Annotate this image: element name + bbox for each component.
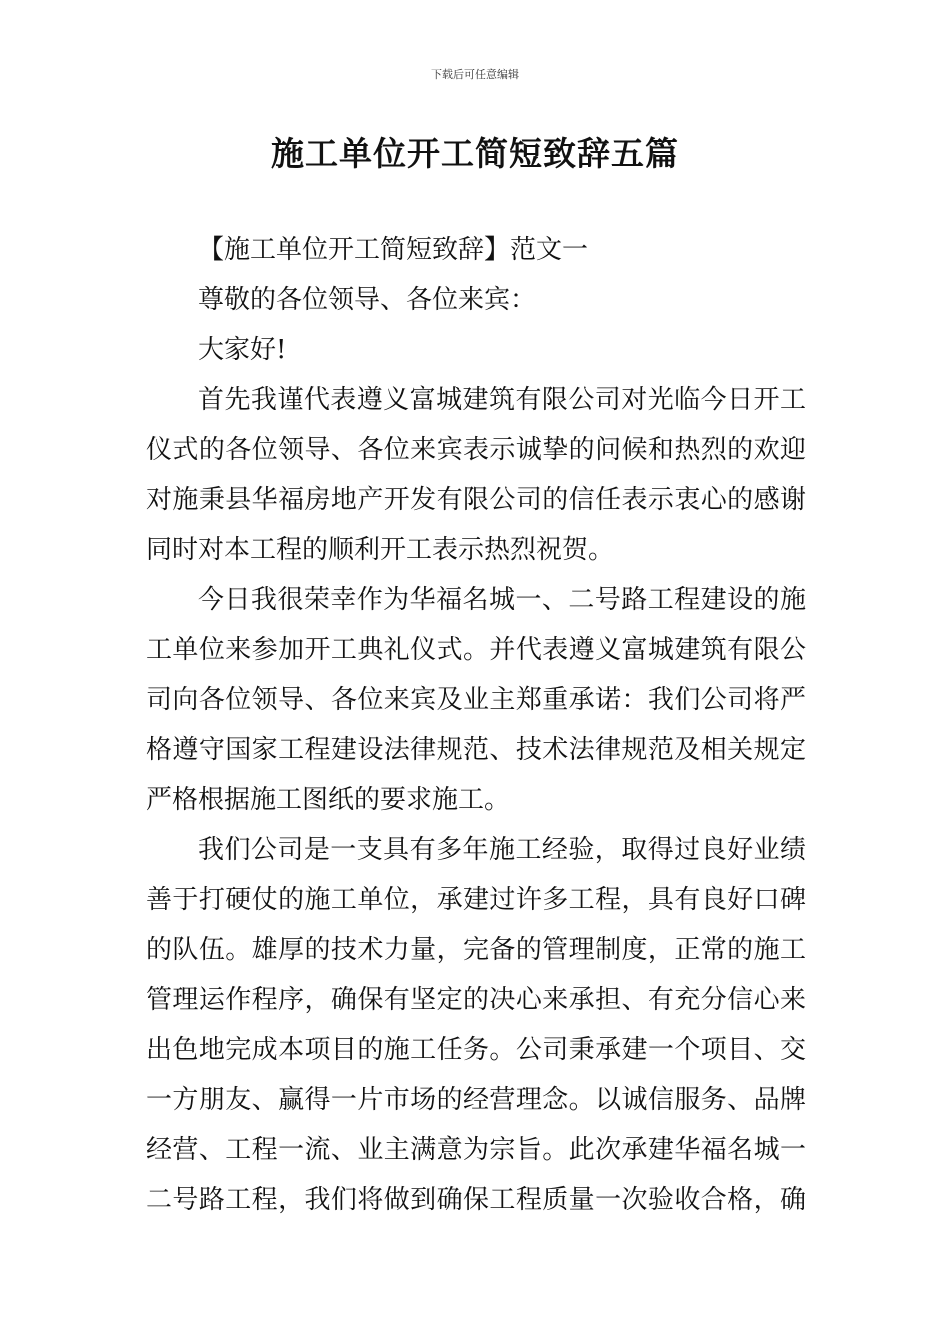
text-line: 管理运作程序，确保有坚定的决心来承担、有充分信心来: [146, 985, 806, 1015]
text-line: 尊敬的各位领导、各位来宾：: [198, 285, 537, 315]
text-line: 善于打硬仗的施工单位，承建过许多工程，具有良好口碑: [146, 885, 806, 915]
text-line: 同时对本工程的顺利开工表示热烈祝贺。: [146, 535, 615, 565]
text-line: 格遵守国家工程建设法律规范、技术法律规范及相关规定: [146, 735, 806, 765]
text-line: 对施秉县华福房地产开发有限公司的信任表示衷心的感谢: [146, 485, 806, 515]
text-line: 严格根据施工图纸的要求施工。: [146, 785, 511, 815]
text-line: 大家好!: [198, 335, 287, 365]
document-title: 施工单位开工简短致辞五篇: [271, 134, 679, 173]
text-line: 我们公司是一支具有多年施工经验，取得过良好业绩: [198, 835, 806, 865]
text-line: 仪式的各位领导、各位来宾表示诚挚的问候和热烈的欢迎: [146, 435, 806, 465]
header-note: 下载后可任意编辑: [431, 68, 519, 81]
text-line: 的队伍。雄厚的技术力量，完备的管理制度，正常的施工: [146, 935, 806, 965]
document-body: [146, 225, 806, 1225]
text-line: 出色地完成本项目的施工任务。公司秉承建一个项目、交: [146, 1035, 806, 1065]
text-line: 今日我很荣幸作为华福名城一、二号路工程建设的施: [198, 585, 806, 615]
text-line: 司向各位领导、各位来宾及业主郑重承诺：我们公司将严: [146, 685, 806, 715]
text-line: 首先我谨代表遵义富城建筑有限公司对光临今日开工: [198, 385, 806, 415]
text-line: 一方朋友、赢得一片市场的经营理念。以诚信服务、品牌: [146, 1085, 806, 1115]
text-line: 【施工单位开工简短致辞】范文一: [198, 235, 589, 265]
text-line: 工单位来参加开工典礼仪式。并代表遵义富城建筑有限公: [146, 635, 806, 665]
text-line: 经营、工程一流、业主满意为宗旨。此次承建华福名城一: [146, 1135, 806, 1165]
text-line: 二号路工程，我们将做到确保工程质量一次验收合格，确: [146, 1185, 806, 1215]
